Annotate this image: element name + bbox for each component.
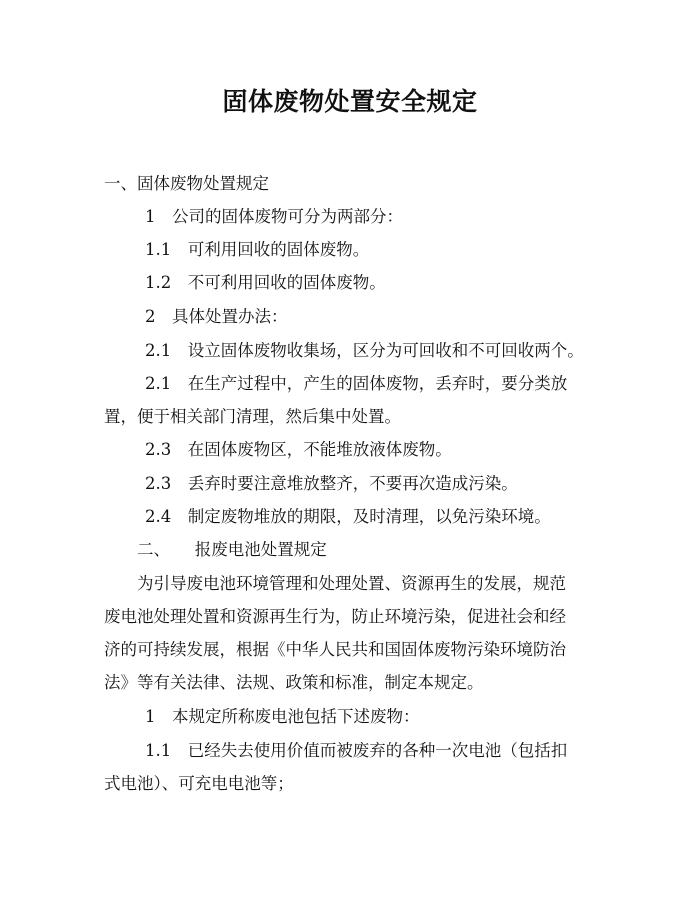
paragraph-line: 2.1 设立固体废物收集场，区分为可回收和不可回收两个。 <box>145 341 584 360</box>
paragraph-line: 置，便于相关部门清理，然后集中处置。 <box>104 407 401 426</box>
paragraph-line: 2.3 在固体废物区，不能堆放液体废物。 <box>145 440 452 459</box>
section-heading-1: 一、固体废物处置规定 <box>104 174 269 193</box>
paragraph-line: 式电池）、可充电电池等； <box>104 774 294 793</box>
paragraph-line: 2.3 丢弃时要注意堆放整齐，不要再次造成污染。 <box>145 474 518 493</box>
paragraph-line: 2 具体处置办法： <box>145 307 288 326</box>
paragraph-line: 济的可持续发展，根据《中华人民共和国固体废物污染环境防治 <box>104 640 566 659</box>
paragraph-line: 法》等有关法律、法规、政策和标准，制定本规定。 <box>104 673 484 692</box>
paragraph-line: 1.2 不可利用回收的固体废物。 <box>145 273 386 292</box>
paragraph-line: 废电池处理处置和资源再生行为，防止环境污染，促进社会和经 <box>104 607 566 626</box>
paragraph-line: 1 公司的固体废物可分为两部分： <box>145 207 403 226</box>
paragraph-line: 2.4 制定废物堆放的期限，及时清理，以免污染环境。 <box>145 507 551 526</box>
paragraph-line: 为引导废电池环境管理和处理处置、资源再生的发展，规范 <box>137 574 566 593</box>
paragraph-line: 1.1 已经失去使用价值而被废弃的各种一次电池（包括扣 <box>145 741 568 760</box>
paragraph-line: 1 本规定所称废电池包括下述废物： <box>145 707 420 726</box>
paragraph-line: 1.1 可利用回收的固体废物。 <box>145 240 370 259</box>
section-heading-2: 二、 报废电池处置规定 <box>137 540 327 559</box>
document-title: 固体废物处置安全规定 <box>222 87 478 116</box>
paragraph-line: 2.1 在生产过程中，产生的固体废物，丢弃时，要分类放 <box>145 374 568 393</box>
